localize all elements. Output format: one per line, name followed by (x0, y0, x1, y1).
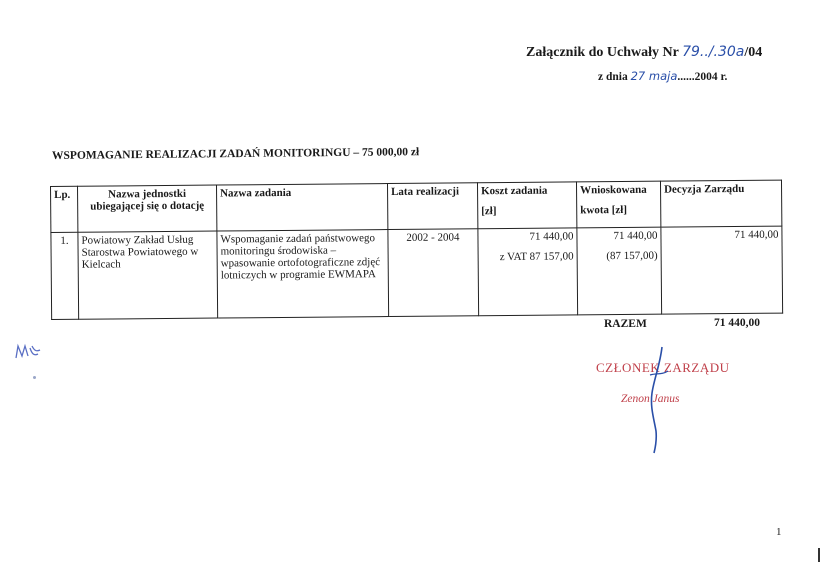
header-requested (576, 181, 660, 228)
cell-requested-value: 71 440,00 (613, 229, 658, 243)
total-value: 71 440,00 (714, 317, 760, 329)
document-title: WSPOMAGANIE REALIZACJI ZADAŃ MONITORINGU – 75 000,00 zł (51, 146, 420, 162)
header-unit: Nazwa jednostki ubiegającej się o dotację (78, 185, 217, 232)
stamp-name: Zenon Janus (621, 393, 680, 405)
attachment-suffix: /04 (744, 45, 763, 60)
header-cost (477, 182, 576, 229)
header-cost-unit: [zł] (481, 205, 497, 218)
cell-decision: 71 440,00 (661, 226, 783, 314)
cell-unit: Powiatowy Zakład Usług Starostwa Powiatowego w Kielcach (78, 231, 218, 319)
attachment-prefix: Załącznik do Uchwały Nr (526, 45, 683, 60)
header-task: Nazwa zadania (216, 184, 387, 231)
monitoring-table (50, 180, 783, 320)
date-suffix: ......2004 r. (677, 71, 728, 83)
cell-cost-vat: z VAT 87 157,00 (499, 250, 574, 264)
attachment-hand-number: 79../.30a (682, 44, 745, 60)
cell-requested (577, 227, 662, 315)
date-line (598, 69, 727, 83)
date-prefix: z dnia (598, 71, 631, 83)
table-header-row (51, 180, 782, 232)
cell-lp: 1. (51, 232, 79, 319)
cell-cost (478, 228, 578, 316)
signature-mark (640, 345, 680, 455)
attachment-line (526, 44, 762, 61)
margin-initials-mark (14, 342, 42, 360)
stamp-title: CZŁONEK ZARZĄDU (596, 360, 730, 375)
cell-task: Wspomaganie zadań państwowego monitoringu środowiska – wpasowanie ortofotograficzne zdjęć lotniczych w programie EWMAPA (217, 230, 389, 318)
header-requested-unit: kwota [zł] (580, 203, 628, 217)
total-label: RAZEM (604, 318, 647, 330)
header-requested-label: Wnioskowana (580, 183, 647, 197)
cell-requested-vat: (87 157,00) (606, 249, 658, 263)
header-decision: Decyzja Zarządu (660, 180, 781, 227)
page-number: 1 (776, 526, 782, 538)
table-row (51, 226, 783, 319)
edge-mark (818, 548, 820, 562)
header-lp: Lp. (51, 186, 78, 232)
header-cost-label: Koszt zadania (481, 184, 548, 198)
margin-dot (33, 376, 36, 379)
header-years: Lata realizacji (387, 183, 477, 230)
cell-cost-value: 71 440,00 (529, 230, 574, 243)
cell-years: 2002 - 2004 (388, 229, 479, 317)
date-hand: 27 maja (630, 69, 678, 83)
